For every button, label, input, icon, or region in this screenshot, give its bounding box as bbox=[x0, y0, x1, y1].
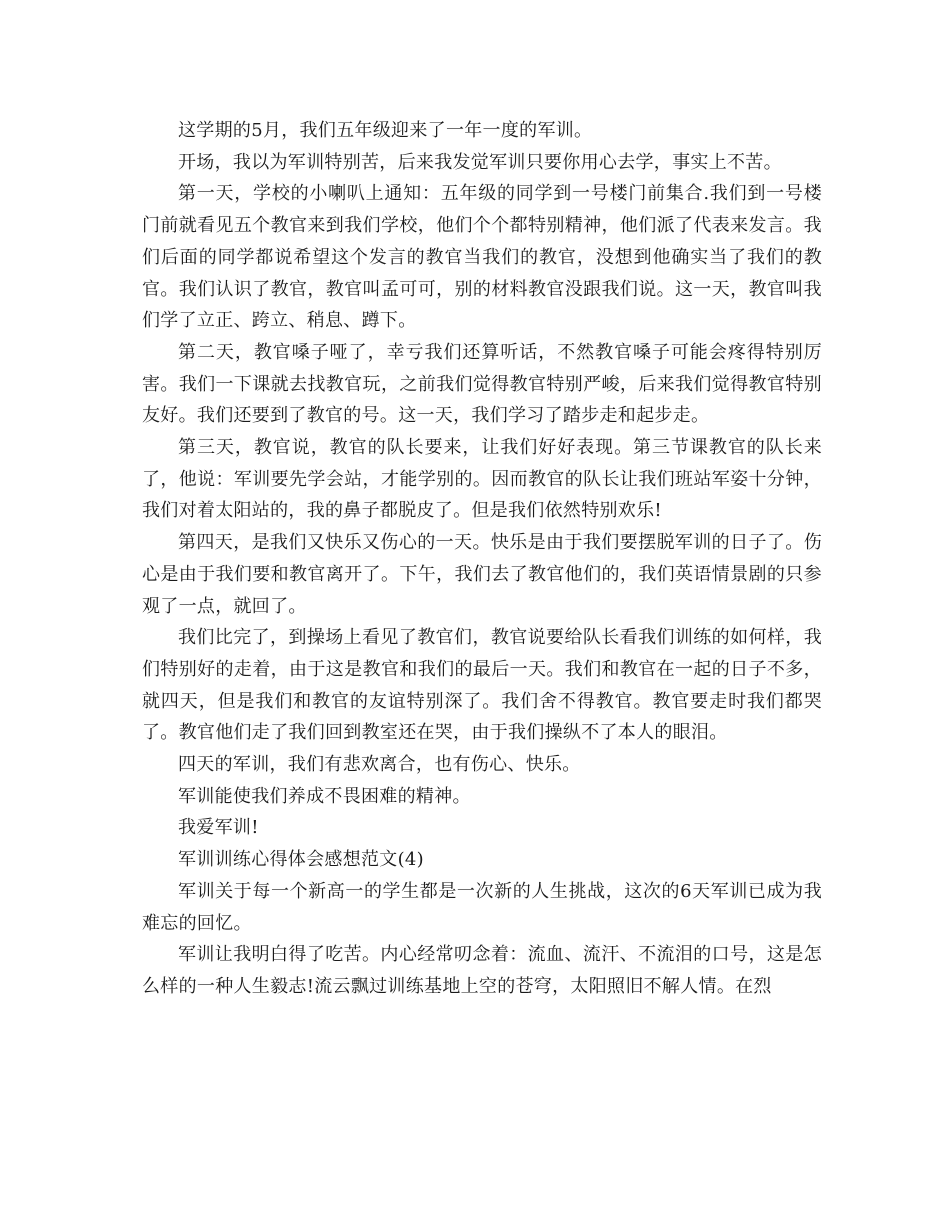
paragraph-opening: 开场，我以为军训特别苦，后来我发觉军训只要你用心去学，事实上不苦。 bbox=[178, 151, 782, 173]
paragraph-day-four: 第四天，是我们又快乐又伤心的一天。快乐是由于我们要摆脱军训的日子了。伤心是由于我们要和教官离开了。下午，我们去了教官他们的，我们英语情景剧的只参观了一点，就回了。 bbox=[142, 532, 822, 617]
paragraph-farewell: 我们比完了，到操场上看见了教官们，教官说要给队长看我们训练的如何样，我们特别好的走着，由于这是教官和我们的最后一天。我们和教官在一起的日子不多，就四天，但是我们和教官的友谊特别深了。我们舍不得教官。教官要走时我们都哭了。教官他们走了我们回到教室还在哭，由于我们操纵不了本人的眼泪。 bbox=[142, 627, 822, 744]
paragraph-day-three: 第三天，教官说，教官的队长要来，让我们好好表现。第三节课教官的队长来了，他说：军训要先学会站，才能学别的。因而教官的队长让我们班站军姿十分钟，我们对着太阳站的，我的鼻子都脱皮了。但是我们依然特别欢乐! bbox=[142, 437, 822, 522]
paragraph-challenge: 军训关于每一个新高一的学生都是一次新的人生挑战，这次的6天军训已成为我难忘的回忆。 bbox=[142, 880, 822, 934]
paragraph-day-two: 第二天，教官嗓子哑了，幸亏我们还算听话，不然教官嗓子可能会疼得特别厉害。我们一下课就去找教官玩，之前我们觉得教官特别严峻，后来我们觉得教官特别友好。我们还要到了教官的号。这一天，我们学习了踏步走和起步走。 bbox=[142, 341, 822, 427]
section-heading: 军训训练心得体会感想范文(4) bbox=[178, 849, 424, 871]
paragraph-love: 我爱军训! bbox=[178, 817, 259, 839]
document-body bbox=[142, 115, 822, 1003]
paragraph-hardship: 军训让我明白得了吃苦。内心经常叨念着：流血、流汗、不流泪的口号，这是怎么样的一种人生毅志!流云飘过训练基地上空的苍穹，太阳照旧不解人情。在烈 bbox=[142, 944, 822, 997]
paragraph-day-one: 第一天，学校的小喇叭上通知：五年级的同学到一号楼门前集合.我们到一号楼门前就看见五个教官来到我们学校，他们个个都特别精神，他们派了代表来发言。我们后面的同学都说希望这个发言的教官当我们的教官，没想到他确实当了我们的教官。我们认识了教官，教官叫孟可可，别的材料教官没跟我们说。这一天，教官叫我们学了立正、跨立、稍息、蹲下。 bbox=[142, 183, 822, 332]
paragraph-summary: 四天的军训，我们有悲欢离合，也有伤心、快乐。 bbox=[178, 754, 581, 776]
paragraph-spirit: 军训能使我们养成不畏困难的精神。 bbox=[178, 785, 471, 807]
paragraph-intro: 这学期的5月，我们五年级迎来了一年一度的军训。 bbox=[178, 120, 593, 141]
